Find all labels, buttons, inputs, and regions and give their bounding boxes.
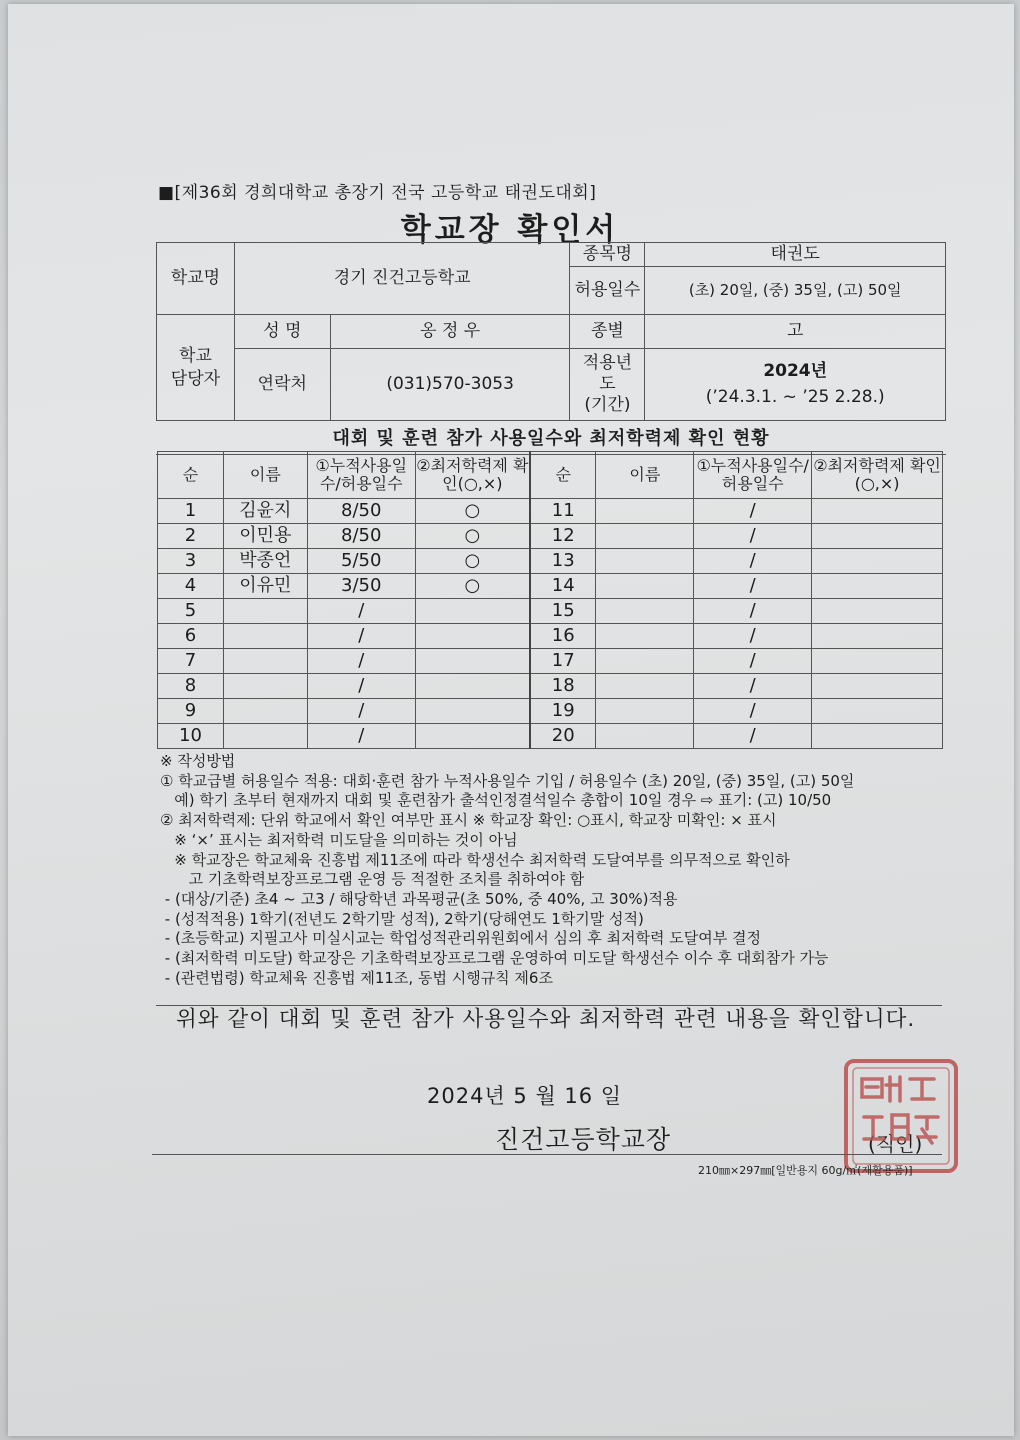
student-name xyxy=(596,599,694,624)
row-number: 1 xyxy=(158,499,224,524)
student-name xyxy=(596,499,694,524)
row-number: 15 xyxy=(530,599,596,624)
note-line: ※ 학교장은 학교체육 진흥법 제11조에 따라 학생선수 최저학력 도달여부를 의무적으로 확인하 xyxy=(160,850,790,869)
row-number: 8 xyxy=(158,674,224,699)
student-name xyxy=(596,699,694,724)
header-no: 순 xyxy=(158,452,224,499)
student-name xyxy=(596,649,694,674)
note-line: - (대상/기준) 초4 ~ 고3 / 해당학년 과목평균(초 50%, 중 40%, 고 30%)적용 xyxy=(160,889,678,908)
contact-label: 연락처 xyxy=(234,349,330,421)
note-line: - (초등학교) 지필고사 미실시교는 학업성적관리위원회에서 심의 후 최저학력 도달여부 결정 xyxy=(160,929,761,948)
name-label: 성 명 xyxy=(234,315,330,349)
allow-value: (초) 20일, (중) 35일, (고) 50일 xyxy=(645,267,946,315)
row-number: 16 xyxy=(530,624,596,649)
table-row xyxy=(158,674,943,699)
min-academic-check xyxy=(812,699,943,724)
row-number: 12 xyxy=(530,524,596,549)
min-academic-check xyxy=(812,724,943,749)
used-days: 3/50 xyxy=(307,574,415,599)
type-label: 종별 xyxy=(570,315,645,349)
student-name xyxy=(596,624,694,649)
student-name xyxy=(596,674,694,699)
student-name xyxy=(596,524,694,549)
student-name: 박종언 xyxy=(223,549,307,574)
official-seal-icon xyxy=(842,1057,960,1175)
row-number: 5 xyxy=(158,599,224,624)
used-days: 8/50 xyxy=(307,499,415,524)
used-days: / xyxy=(307,624,415,649)
student-name xyxy=(596,724,694,749)
min-academic-check: ○ xyxy=(415,524,530,549)
table-row xyxy=(158,724,943,749)
year-value: 2024년 xyxy=(763,360,828,381)
row-number: 20 xyxy=(530,724,596,749)
name-value: 옹 정 우 xyxy=(330,315,570,349)
info-table xyxy=(156,242,946,421)
status-title: 대회 및 훈련 참가 사용일수와 최저학력제 확인 현황 xyxy=(156,424,946,455)
student-name xyxy=(223,649,307,674)
min-academic-check: ○ xyxy=(415,574,530,599)
seal-mark-text: (직인) xyxy=(868,1132,923,1156)
used-days: / xyxy=(694,574,812,599)
used-days: / xyxy=(694,599,812,624)
note-line: 예) 학기 초부터 현재까지 대회 및 훈련참가 출석인정결석일수 총합이 10일 경우 ⇨ 표기: (고) 10/50 xyxy=(160,791,832,810)
note-line: - (성적적용) 1학기(전년도 2학기말 성적), 2학기(당해연도 1학기말 성적) xyxy=(160,909,644,928)
used-days: / xyxy=(694,624,812,649)
issue-date: 2024년 5 월 16 일 xyxy=(427,1084,623,1108)
header-days: ①누적사용일수/허용일수 xyxy=(694,452,812,499)
min-academic-check xyxy=(812,574,943,599)
event-title: ■[제36회 경희대학교 총장기 전국 고등학교 태권도대회] xyxy=(158,183,597,203)
student-name xyxy=(223,674,307,699)
min-academic-check xyxy=(415,674,530,699)
min-academic-check xyxy=(812,674,943,699)
table-row xyxy=(158,574,943,599)
school-value: 경기 진건고등학교 xyxy=(234,243,570,315)
table-header-row xyxy=(158,452,943,499)
min-academic-check: ○ xyxy=(415,549,530,574)
min-academic-check xyxy=(812,624,943,649)
table-row xyxy=(158,549,943,574)
header-days: ①누적사용일수/허용일수 xyxy=(307,452,415,499)
min-academic-check xyxy=(415,699,530,724)
row-number: 3 xyxy=(158,549,224,574)
used-days: / xyxy=(694,699,812,724)
row-number: 10 xyxy=(158,724,224,749)
header-name: 이름 xyxy=(596,452,694,499)
used-days: / xyxy=(694,549,812,574)
used-days: / xyxy=(307,649,415,674)
used-days: 8/50 xyxy=(307,524,415,549)
row-number: 6 xyxy=(158,624,224,649)
note-line: ※ ‘×’ 표시는 최저학력 미도달을 의미하는 것이 아님 xyxy=(160,830,518,849)
note-line: - (관련법령) 학교체육 진흥법 제11조, 동법 시행규칙 제6조 xyxy=(160,968,553,987)
row-number: 13 xyxy=(530,549,596,574)
confirm-text: 위와 같이 대회 및 훈련 참가 사용일수와 최저학력 관련 내용을 확인합니다. xyxy=(176,1007,916,1032)
used-days: / xyxy=(307,699,415,724)
document-title: 학교장 확인서 xyxy=(400,212,620,248)
min-academic-check xyxy=(812,599,943,624)
row-number: 14 xyxy=(530,574,596,599)
row-number: 19 xyxy=(530,699,596,724)
student-name xyxy=(223,599,307,624)
table-row xyxy=(158,699,943,724)
min-academic-check xyxy=(812,499,943,524)
signer-title: 진건고등학교장 xyxy=(495,1125,672,1154)
year-label: 적용년도 (기간) xyxy=(570,349,645,421)
used-days: / xyxy=(307,674,415,699)
year-cell xyxy=(645,349,946,421)
used-days: / xyxy=(694,724,812,749)
note-line: ② 최저학력제: 단위 학교에서 확인 여부만 표시 ※ 학교장 확인: ○표시, 학교장 미확인: × 표시 xyxy=(160,811,777,830)
manager-label: 학교 담당자 xyxy=(157,315,235,421)
allow-label: 허용일수 xyxy=(570,267,645,315)
min-academic-check xyxy=(415,649,530,674)
note-line: ① 학교급별 허용일수 적용: 대회·훈련 참가 누적사용일수 기입 / 허용일수 (초) 20일, (중) 35일, (고) 50일 xyxy=(160,771,855,790)
type-value: 고 xyxy=(645,315,946,349)
note-line: - (최저학력 미도달) 학교장은 기초학력보장프로그램 운영하여 미도달 학생선수 이수 후 대회참가 가능 xyxy=(160,949,829,968)
note-line: ※ 작성방법 xyxy=(160,752,236,770)
student-name: 김윤지 xyxy=(223,499,307,524)
table-row xyxy=(158,649,943,674)
used-days: / xyxy=(694,674,812,699)
contact-value: (031)570-3053 xyxy=(330,349,570,421)
note-line: 고 기초학력보장프로그램 운영 등 적절한 조치를 취하여야 함 xyxy=(160,870,585,889)
table-row xyxy=(158,599,943,624)
used-days: / xyxy=(694,499,812,524)
min-academic-check xyxy=(812,524,943,549)
bottom-rule xyxy=(152,1154,942,1155)
student-name xyxy=(596,574,694,599)
min-academic-check: ○ xyxy=(415,499,530,524)
min-academic-check xyxy=(415,599,530,624)
min-academic-check xyxy=(415,624,530,649)
used-days: / xyxy=(307,724,415,749)
header-check: ②최저학력제 확인(○,×) xyxy=(812,452,943,499)
row-number: 17 xyxy=(530,649,596,674)
student-name: 이민용 xyxy=(223,524,307,549)
header-no: 순 xyxy=(530,452,596,499)
usage-table xyxy=(157,451,943,749)
sport-label: 종목명 xyxy=(570,243,645,267)
row-number: 9 xyxy=(158,699,224,724)
used-days: / xyxy=(307,599,415,624)
min-academic-check xyxy=(812,649,943,674)
student-name xyxy=(223,624,307,649)
row-number: 18 xyxy=(530,674,596,699)
paper-spec: 210㎜×297㎜[일반용지 60g/㎡(재활용품)] xyxy=(698,1164,913,1177)
used-days: / xyxy=(694,649,812,674)
used-days: / xyxy=(694,524,812,549)
min-academic-check xyxy=(415,724,530,749)
school-label: 학교명 xyxy=(157,243,235,315)
used-days: 5/50 xyxy=(307,549,415,574)
student-name: 이유민 xyxy=(223,574,307,599)
student-name xyxy=(223,724,307,749)
sport-value: 태권도 xyxy=(645,243,946,267)
period-value: (’24.3.1. ~ ’25 2.28.) xyxy=(705,386,885,407)
row-number: 2 xyxy=(158,524,224,549)
row-number: 4 xyxy=(158,574,224,599)
table-row xyxy=(158,499,943,524)
table-row xyxy=(158,624,943,649)
writing-notes xyxy=(160,752,950,988)
header-check: ②최저학력제 확인(○,×) xyxy=(415,452,530,499)
table-row xyxy=(158,524,943,549)
min-academic-check xyxy=(812,549,943,574)
student-name xyxy=(223,699,307,724)
row-number: 11 xyxy=(530,499,596,524)
row-number: 7 xyxy=(158,649,224,674)
student-name xyxy=(596,549,694,574)
header-name: 이름 xyxy=(223,452,307,499)
